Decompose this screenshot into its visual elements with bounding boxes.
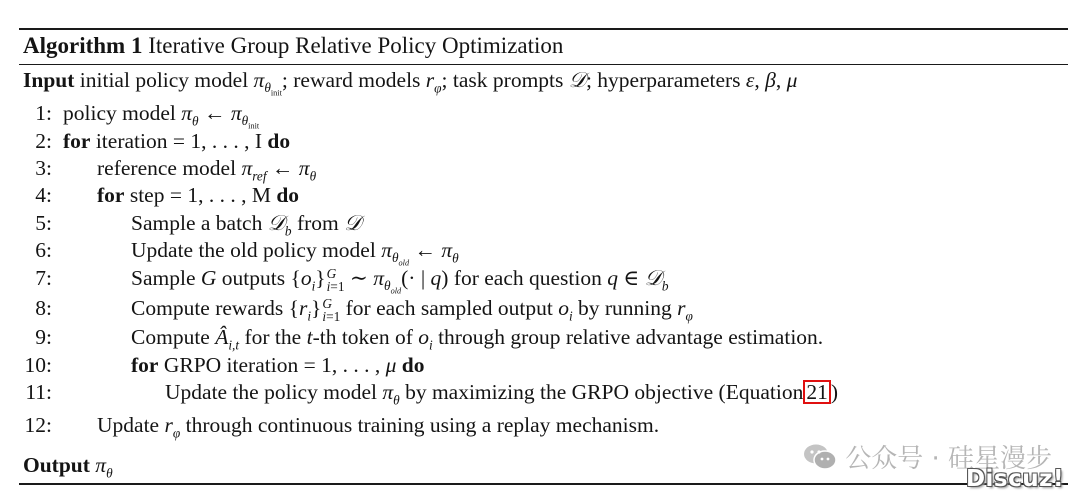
- bottom-rule: [19, 483, 1068, 485]
- input-line: Input initial policy model $\pi_{\theta_{init}}$; reward models $r_\varphi$; task prompts 𝒟; hyperparameters ε, β, μ: [23, 68, 798, 98]
- equation-21-link[interactable]: 21: [803, 380, 831, 404]
- algorithm-name: Iterative Group Relative Policy Optimization: [148, 33, 564, 58]
- watermark-text: 公众号 · 硅星漫步: [845, 444, 1052, 474]
- header-rule: [19, 64, 1068, 65]
- wechat-icon: [803, 443, 837, 471]
- input-label: Input: [23, 68, 75, 92]
- algorithm-label: Algorithm 1: [23, 33, 143, 58]
- discuz-watermark: Discuz!: [965, 466, 1064, 492]
- top-rule: [19, 28, 1068, 30]
- output-line: Output $\pi_\theta$: [23, 453, 113, 481]
- algorithm-title: [23, 33, 563, 59]
- output-label: Output: [23, 453, 90, 477]
